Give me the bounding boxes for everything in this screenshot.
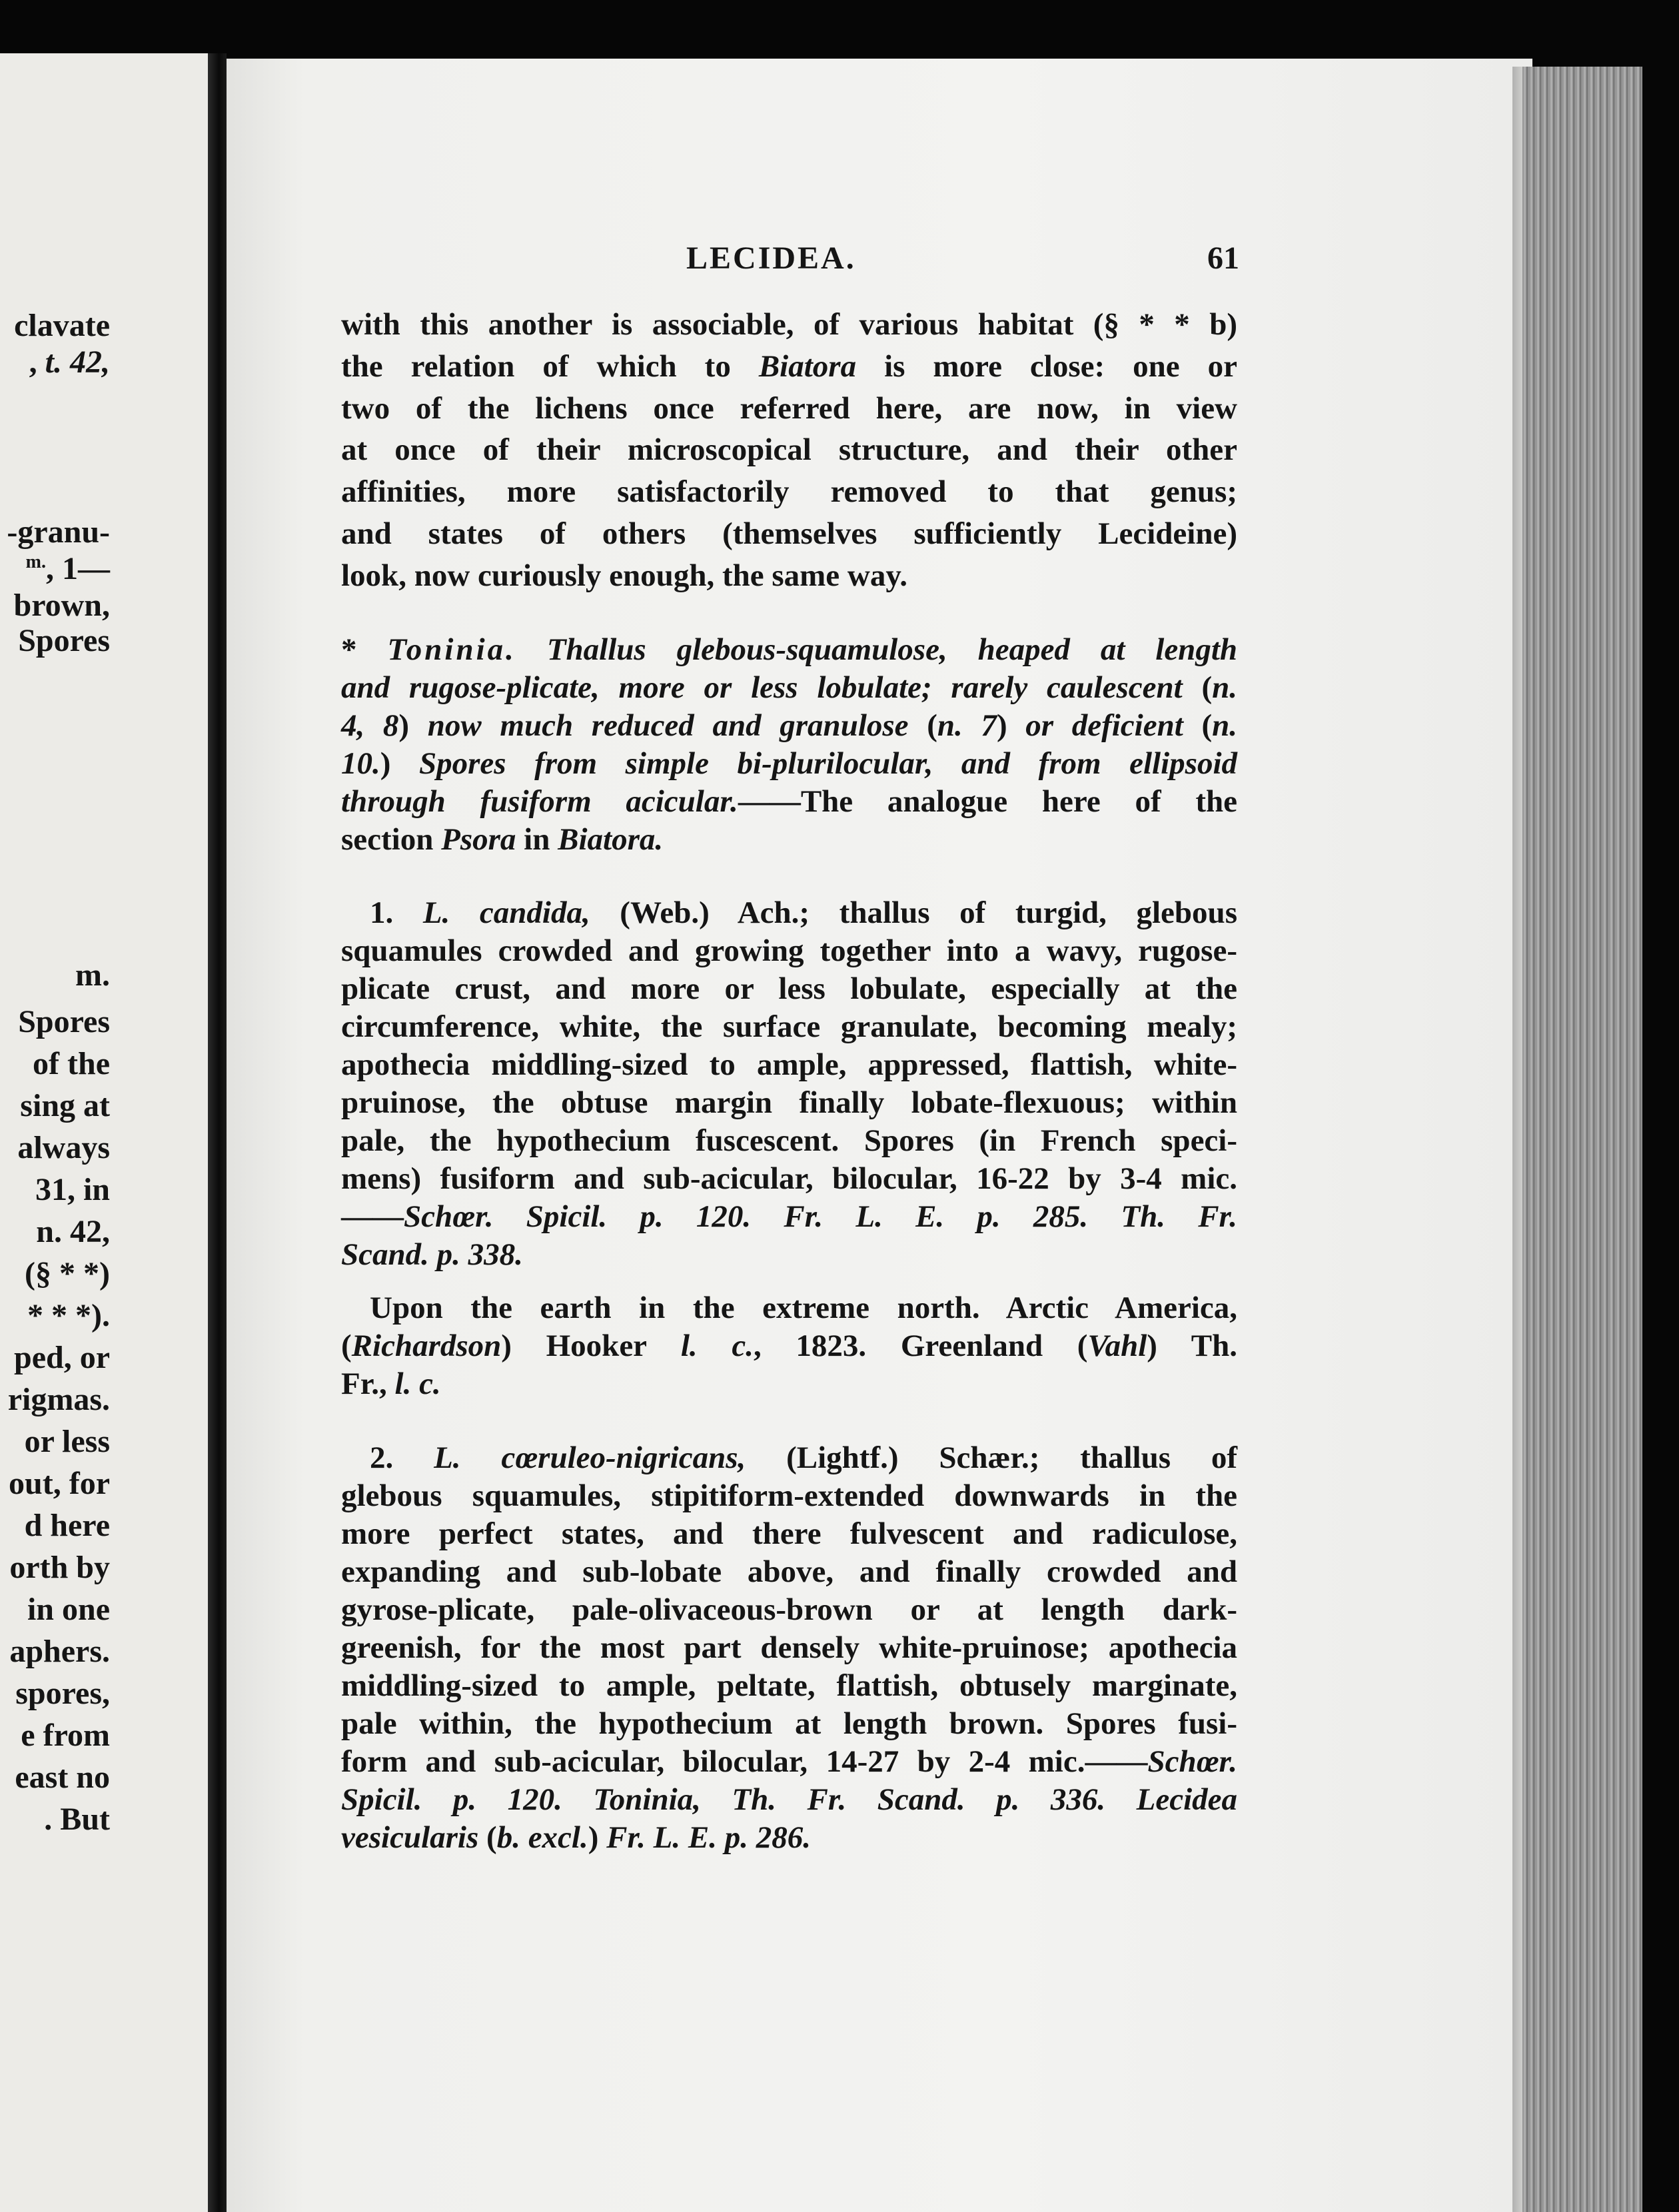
text-run: n. 7	[937, 708, 997, 743]
text-line	[341, 1201, 1237, 1233]
text-line	[341, 1556, 1237, 1588]
text-line	[341, 1125, 1237, 1157]
text-line	[341, 710, 1237, 742]
text-run: (	[478, 1820, 497, 1855]
text-line	[341, 1518, 1237, 1550]
text-run: brown,	[13, 588, 110, 623]
text-line	[341, 434, 1237, 466]
text-run: (	[1183, 708, 1213, 743]
text-line	[341, 1239, 1237, 1271]
text-line	[341, 476, 1237, 508]
text-run: Spores	[18, 1004, 110, 1039]
text-line	[341, 1049, 1237, 1081]
text-line	[341, 1087, 1237, 1119]
text-run: ——The analogue here of the	[738, 784, 1237, 819]
text-run: always	[17, 1130, 110, 1165]
text-run: t. 42,	[45, 344, 110, 380]
text-run: circumference, white, the surface granulate, becoming mealy;	[341, 1009, 1237, 1044]
text-run	[516, 632, 547, 667]
text-line	[341, 935, 1237, 967]
text-run: form and sub-acicular, bilocular, 14-27 by 2-4 mic.——	[341, 1744, 1148, 1779]
text-line	[341, 560, 1237, 592]
previous-page-text-fragment	[33, 1048, 110, 1080]
previous-page-text-fragment	[9, 1552, 110, 1584]
text-run: gyrose-plicate, pale-olivaceous-brown or at length dark-	[341, 1592, 1237, 1627]
text-run: Biatora.	[558, 822, 664, 857]
text-run: n.	[1212, 670, 1237, 705]
text-line	[341, 973, 1237, 1005]
text-run: Psora	[441, 822, 516, 857]
text-run: (	[908, 708, 937, 743]
text-run: n.	[1212, 708, 1237, 743]
text-line	[341, 1369, 1237, 1400]
text-run: ——	[341, 1199, 404, 1234]
text-run: (	[1182, 670, 1213, 705]
text-run: sing at	[20, 1088, 110, 1123]
text-run: L. cœruleo-nigricans,	[434, 1440, 746, 1475]
previous-page-text-fragment	[14, 1342, 110, 1374]
text-run: Schœr. Spicil. p. 120. Fr. L. E. p. 285. Th. Fr.	[404, 1199, 1237, 1234]
previous-page-text-fragment	[25, 1510, 110, 1542]
text-run: or deficient	[1025, 708, 1183, 743]
previous-page-text-fragment	[20, 1090, 110, 1122]
text-line	[341, 1331, 1237, 1362]
text-run: 4, 8	[341, 708, 399, 743]
text-run: 2.	[370, 1440, 434, 1475]
text-run: in	[516, 822, 558, 857]
page-block-edges	[1522, 67, 1642, 2212]
text-run: Scand. p. 338.	[341, 1237, 523, 1272]
text-run: expanding and sub-lobate above, and finally crowded and	[341, 1554, 1237, 1589]
text-run: pale, the hypothecium fuscescent. Spores (in French speci-	[341, 1123, 1237, 1158]
previous-page-text-fragment	[7, 516, 110, 548]
text-run: middling-sized to ample, peltate, flattish, obtusely marginate,	[341, 1668, 1237, 1703]
text-run: or less	[24, 1424, 110, 1459]
text-run: and states of others (themselves sufficiently Lecideine)	[341, 516, 1237, 551]
text-run: m.	[25, 552, 46, 572]
text-run: m.	[75, 957, 110, 993]
text-run: (§ * *)	[25, 1256, 110, 1291]
previous-page-text-fragment	[15, 1762, 110, 1794]
previous-page-text-fragment	[15, 1678, 110, 1710]
text-run: 10.	[341, 746, 380, 781]
text-run: at once of their microscopical structure, and their other	[341, 432, 1237, 467]
text-line	[341, 1670, 1237, 1702]
text-run: Upon the earth in the extreme north. Arctic America,	[370, 1291, 1237, 1325]
text-run: and rugose-plicate, more or less lobulate; rarely caulescent	[341, 670, 1183, 705]
text-run: Fr.,	[341, 1367, 395, 1401]
text-run: aphers.	[9, 1634, 110, 1669]
page-number: 61	[1207, 241, 1239, 276]
text-run: L. candida,	[422, 895, 590, 930]
text-run: greenish, for the most part densely white-pruinose; apothecia	[341, 1630, 1237, 1665]
text-line	[341, 672, 1237, 704]
previous-page-text-fragment	[26, 553, 110, 585]
previous-page-text-fragment	[35, 1174, 110, 1206]
previous-page-text-fragment	[21, 1720, 110, 1752]
text-run: b. excl.	[496, 1820, 588, 1855]
previous-page-text-fragment	[9, 1468, 110, 1500]
text-line	[341, 1746, 1237, 1778]
text-run: Spores	[18, 623, 110, 658]
text-run: d here	[24, 1508, 110, 1543]
previous-page-text-fragment	[29, 346, 110, 378]
previous-page-text-fragment	[17, 1132, 110, 1164]
text-line	[341, 1784, 1237, 1816]
text-run: )	[398, 708, 428, 743]
text-line	[341, 1011, 1237, 1043]
previous-page-text-fragment	[25, 1258, 110, 1290]
text-line	[341, 824, 1237, 855]
previous-page-text-fragment	[44, 1804, 110, 1836]
text-run: orth by	[9, 1550, 110, 1585]
text-line	[341, 1163, 1237, 1195]
text-run: ped, or	[14, 1340, 110, 1375]
text-run: (	[341, 1329, 352, 1363]
text-run: glebous squamules, stipitiform-extended downwards in the	[341, 1478, 1237, 1513]
text-run: clavate	[14, 308, 110, 343]
text-run: pruinose, the obtuse margin finally lobate-flexuous; within	[341, 1085, 1237, 1120]
text-run: out, for	[9, 1466, 110, 1501]
text-run: vesicularis	[341, 1820, 479, 1855]
text-run: Spicil. p. 120. Toninia, Th. Fr. Scand. p. 336. Lecidea	[341, 1782, 1237, 1817]
text-run: (Lightf.) Schær.; thallus of	[746, 1440, 1237, 1475]
text-run: )	[996, 708, 1026, 743]
previous-page-text-fragment	[14, 590, 111, 622]
previous-page-text-fragment	[9, 1636, 110, 1668]
text-run: , 1823. Greenland (	[753, 1329, 1088, 1363]
text-run: , 1—	[46, 551, 110, 586]
previous-page-text-fragment	[14, 310, 110, 342]
previous-page-fragment	[0, 53, 220, 2212]
text-run: Biatora	[758, 349, 857, 384]
text-run: affinities, more satisfactorily removed to that genus;	[341, 474, 1237, 509]
text-run: Richardson	[351, 1329, 502, 1363]
previous-page-text-fragment	[75, 959, 110, 991]
text-line	[341, 634, 1237, 666]
text-line	[341, 1632, 1237, 1664]
previous-page-text-fragment	[27, 1300, 110, 1332]
text-run: with this another is associable, of various habitat (§ * * b)	[341, 307, 1237, 342]
text-run: )	[380, 746, 419, 781]
text-line	[370, 1442, 1237, 1474]
text-run: Schœr.	[1147, 1744, 1237, 1779]
text-run: ,	[29, 344, 45, 380]
text-run: l. c.	[394, 1367, 441, 1401]
previous-page-text-fragment	[8, 1384, 110, 1416]
text-run: ) Hooker	[501, 1329, 681, 1363]
text-line	[370, 1293, 1237, 1324]
text-line	[341, 309, 1237, 340]
previous-page-text-fragment	[18, 1006, 110, 1038]
running-head: LECIDEA.	[686, 241, 856, 276]
text-line	[341, 351, 1237, 382]
text-line	[341, 518, 1237, 550]
text-run: squamules crowded and growing together into a wavy, rugose-	[341, 933, 1237, 968]
previous-page-text-fragment	[18, 625, 110, 657]
text-run: Thallus glebous-squamulose, heaped at length	[546, 632, 1238, 667]
text-run: in one	[27, 1592, 110, 1627]
text-line	[341, 748, 1237, 780]
text-run: 1.	[370, 895, 423, 930]
text-line	[341, 1708, 1237, 1740]
text-line	[341, 393, 1237, 424]
text-run: two of the lichens once referred here, are now, in view	[341, 391, 1237, 426]
text-line	[341, 1594, 1237, 1626]
text-run: Fr. L. E. p. 286.	[606, 1820, 811, 1855]
text-line	[341, 1480, 1237, 1512]
text-line	[341, 786, 1237, 818]
text-run: more perfect states, and there fulvescent and radiculose,	[341, 1516, 1237, 1551]
previous-page-text-fragment	[27, 1594, 110, 1626]
text-run: l. c.	[680, 1329, 754, 1363]
text-run: of the	[33, 1046, 110, 1081]
text-run: the relation of which to	[341, 349, 759, 384]
text-run: )	[588, 1820, 607, 1855]
text-run: now much reduced and granulose	[427, 708, 909, 743]
text-run: * * *).	[27, 1298, 110, 1333]
text-run: rigmas.	[7, 1382, 110, 1417]
previous-page-text-fragment	[25, 1426, 110, 1458]
text-run: Toninia.	[387, 632, 516, 667]
text-run: (Web.) Ach.; thallus of turgid, glebous	[590, 895, 1237, 930]
text-run: n. 42,	[36, 1214, 110, 1249]
text-run: . But	[44, 1802, 110, 1837]
text-run: plicate crust, and more or less lobulate, especially at the	[341, 971, 1237, 1006]
text-run: Vahl	[1087, 1329, 1147, 1363]
text-run: -granu-	[7, 514, 110, 550]
text-run: is more close: one or	[856, 349, 1237, 384]
text-run: through fusiform acicular.	[341, 784, 738, 819]
text-run: spores,	[15, 1676, 110, 1711]
text-run: east no	[15, 1760, 110, 1795]
text-line	[370, 897, 1237, 929]
previous-page-text-fragment	[36, 1216, 110, 1248]
text-run: 31, in	[35, 1172, 110, 1207]
text-run: mens) fusiform and sub-acicular, bilocular, 16-22 by 3-4 mic.	[341, 1161, 1237, 1196]
text-run: look, now curiously enough, the same way.	[341, 558, 908, 593]
text-run: Spores from simple bi-plurilocular, and from ellipsoid	[418, 746, 1237, 781]
text-run: *	[341, 632, 388, 667]
text-run: e from	[21, 1718, 110, 1753]
text-run: section	[341, 822, 442, 857]
text-line	[341, 1822, 1237, 1854]
book-gutter	[208, 53, 227, 2212]
text-run: pale within, the hypothecium at length brown. Spores fusi-	[341, 1706, 1237, 1741]
text-run: ) Th.	[1147, 1329, 1237, 1363]
text-run: apothecia middling-sized to ample, appressed, flattish, white-	[341, 1047, 1237, 1082]
